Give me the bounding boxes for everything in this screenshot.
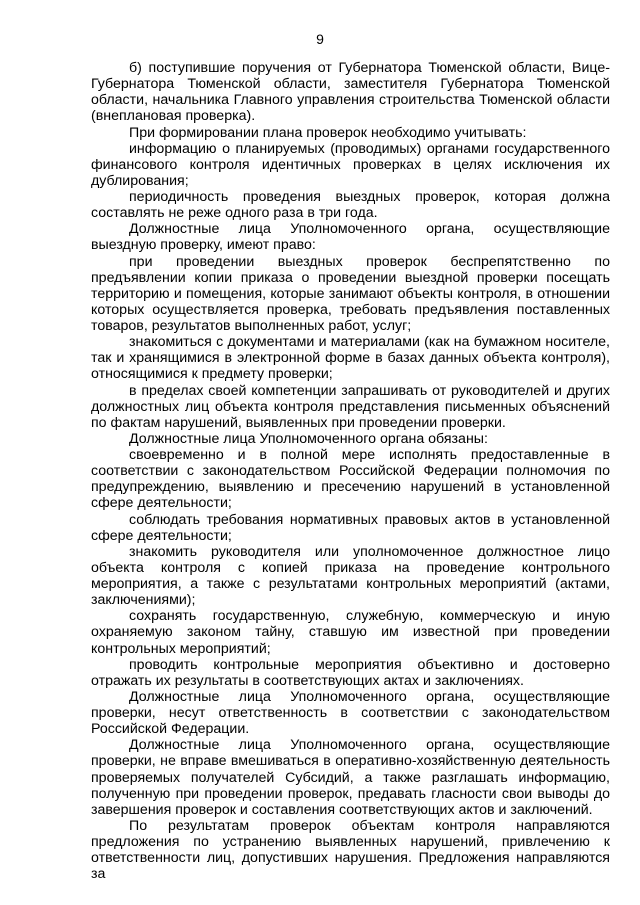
paragraph: Должностные лица Уполномоченного органа, осуществляющие проверки, не вправе вмешиваться в оперативно-хозяйственную деятельность проверяемых получателей Субсидий, а также разглашать информацию, полученную при проведении проверок, предавать гласности свои выводы до завершения проверок и составления соответствующих актов и заключений.	[91, 737, 610, 818]
paragraph: Должностные лица Уполномоченного органа обязаны:	[129, 430, 488, 447]
page-number: 9	[316, 31, 324, 47]
paragraph: При формировании плана проверок необходимо учитывать:	[129, 124, 527, 141]
paragraph: своевременно и в полной мере исполнять предоставленные в соответствии с законодательством Российской Федерации полномочия по предупреждению, выявлению и пресечению нарушений в установленной сфере деятельности;	[91, 447, 610, 512]
paragraph: знакомиться с документами и материалами (как на бумажном носителе, так и хранящимися в электронной форме в базах данных объекта контроля), относящимися к предмету проверки;	[91, 334, 610, 383]
paragraph: при проведении выездных проверок беспрепятственно по предъявлении копии приказа о проведении выездной проверки посещать территорию и помещения, которые занимают объекты контроля, в отношении которых осуществляется проверка, требовать предъявления поставленных товаров, результатов выполненных работ, услуг;	[91, 253, 610, 334]
paragraph: Должностные лица Уполномоченного органа, осуществляющие выездную проверку, имеют право:	[91, 221, 610, 254]
document-body	[91, 60, 610, 882]
paragraph: в пределах своей компетенции запрашивать от руководителей и других должностных лиц объекта контроля представления письменных объяснений по фактам нарушений, выявленных при проведении проверки.	[91, 382, 610, 431]
paragraph: соблюдать требования нормативных правовых актов в установленной сфере деятельности;	[91, 511, 610, 544]
paragraph: информацию о планируемых (проводимых) органами государственного финансового контроля идентичных проверках в целях исключения их дублирования;	[91, 140, 610, 189]
paragraph: знакомить руководителя или уполномоченное должностное лицо объекта контроля с копией приказа на проведение контрольного мероприятия, а также с результатами контрольных мероприятий (актами, заключениями);	[91, 543, 610, 609]
paragraph: периодичность проведения выездных проверок, которая должна составлять не реже одного раза в три года.	[91, 189, 610, 222]
paragraph: проводить контрольные мероприятия объективно и достоверно отражать их результаты в соответствующих актах и заключениях.	[91, 656, 610, 689]
paragraph: б) поступившие поручения от Губернатора Тюменской области, Вице-Губернатора Тюменской области, заместителя Губернатора Тюменской области, начальника Главного управления строительства Тюменской области (внеплановая проверка).	[91, 60, 610, 125]
paragraph: По результатам проверок объектам контроля направляются предложения по устранению выявленных нарушений, привлечению к ответственности лиц, допустивших нарушения. Предложения направляются за	[91, 817, 610, 883]
paragraph: Должностные лица Уполномоченного органа, осуществляющие проверки, несут ответственность в соответствии с законодательством Российской Федерации.	[91, 688, 610, 738]
paragraph: сохранять государственную, служебную, коммерческую и иную охраняемую законом тайну, ставшую им известной при проведении контрольных мероприятий;	[91, 608, 610, 657]
